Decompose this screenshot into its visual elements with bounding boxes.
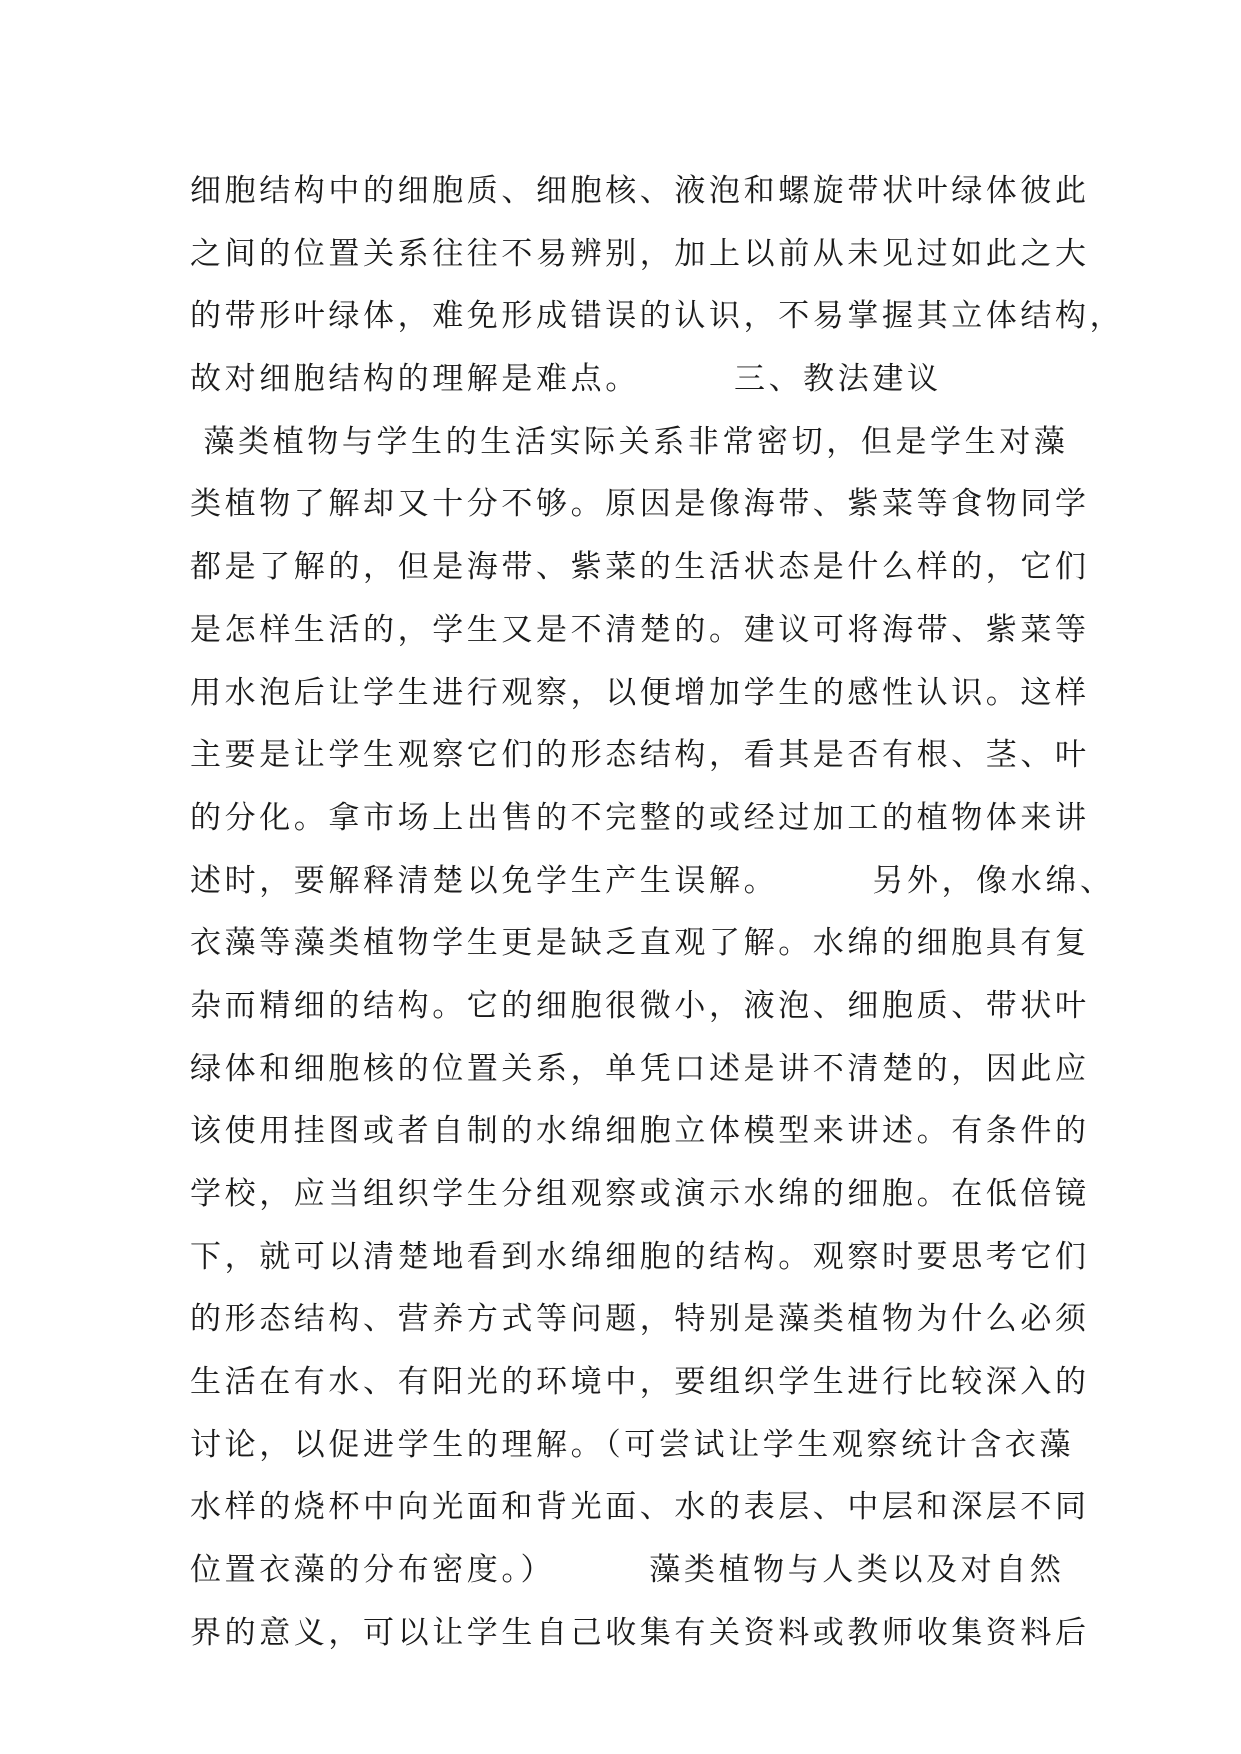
text-line: 主要是让学生观察它们的形态结构，看其是否有根、茎、叶: [190, 737, 1090, 774]
text-line: 是怎样生活的，学生又是不清楚的。建议可将海带、紫菜等: [190, 611, 1090, 648]
text-line: 细胞结构中的细胞质、细胞核、液泡和螺旋带状叶绿体彼此: [190, 173, 1090, 209]
text-line: 位置衣藻的分布密度。） 藻类植物与人类以及对自然: [190, 1552, 1065, 1589]
text-line: 衣藻等藻类植物学生更是缺乏直观了解。水绵的细胞具有复: [190, 925, 1090, 962]
text-line: 的带形叶绿体，难免形成错误的认识，不易掌握其立体结构，: [190, 298, 1125, 335]
text-line: 学校，应当组织学生分组观察或演示水绵的细胞。在低倍镜: [190, 1176, 1090, 1212]
text-line: 藻类植物与学生的生活实际关系非常密切，但是学生对藻: [190, 423, 1069, 460]
text-line: 下，就可以清楚地看到水绵细胞的结构。观察时要思考它们: [190, 1238, 1090, 1275]
text-line: 杂而精细的结构。它的细胞很微小，液泡、细胞质、带状叶: [190, 987, 1090, 1024]
body-text: [190, 160, 1125, 1665]
text-line: 类植物了解却又十分不够。原因是像海带、紫菜等食物同学: [190, 486, 1090, 523]
text-line: 绿体和细胞核的位置关系，单凭口述是讲不清楚的，因此应: [190, 1050, 1090, 1087]
text-line: 水样的烧杯中向光面和背光面、水的表层、中层和深层不同: [190, 1489, 1090, 1526]
text-line: 生活在有水、有阳光的环境中，要组织学生进行比较深入的: [190, 1364, 1090, 1401]
text-line: 故对细胞结构的理解是难点。 三、教法建议: [190, 361, 942, 398]
text-line: 该使用挂图或者自制的水绵细胞立体模型来讲述。有条件的: [190, 1113, 1090, 1150]
text-line: 讨论，以促进学生的理解。（可尝试让学生观察统计含衣藻: [190, 1426, 1075, 1463]
text-line: 都是了解的，但是海带、紫菜的生活状态是什么样的，它们: [190, 549, 1090, 586]
text-line: 界的意义，可以让学生自己收集有关资料或教师收集资料后: [190, 1614, 1090, 1651]
text-line: 的分化。拿市场上出售的不完整的或经过加工的植物体来讲: [190, 799, 1090, 836]
text-line: 述时，要解释清楚以免学生产生误解。 另外，像水绵、: [190, 862, 1115, 899]
text-line: 用水泡后让学生进行观察，以便增加学生的感性认识。这样: [190, 674, 1090, 711]
text-line: 之间的位置关系往往不易辨别，加上以前从未见过如此之大: [190, 235, 1090, 272]
text-line: 的形态结构、营养方式等问题，特别是藻类植物为什么必须: [190, 1301, 1090, 1338]
